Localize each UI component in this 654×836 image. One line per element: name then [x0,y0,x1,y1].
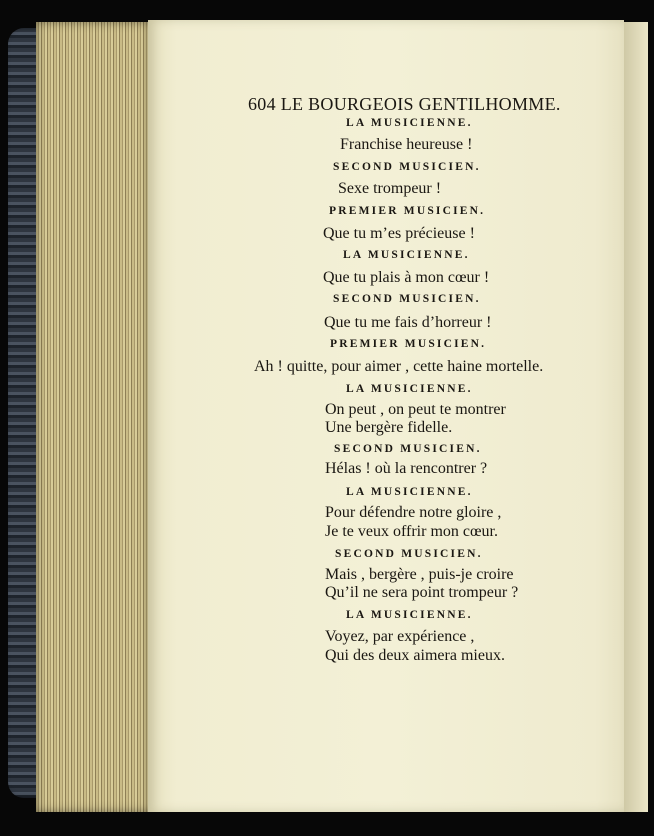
speaker-label: PREMIER MUSICIEN. [330,338,487,350]
verse-line: Je te veux offrir mon cœur. [325,523,498,540]
verse-line: Qui des deux aimera mieux. [325,647,505,664]
verse-line: Hélas ! où la rencontrer ? [325,460,488,477]
speaker-label: LA MUSICIENNE. [346,486,473,498]
book-page [148,20,624,812]
verse-line: Sexe trompeur ! [338,180,442,197]
speaker-label: SECOND MUSICIEN. [335,548,483,560]
verse-line: Que tu plais à mon cœur ! [323,269,490,286]
speaker-label: PREMIER MUSICIEN. [329,205,486,217]
page-content [148,20,624,812]
speaker-label: LA MUSICIENNE. [346,117,473,129]
verse-line: On peut , on peut te montrer [325,401,506,418]
speaker-label: SECOND MUSICIEN. [334,443,482,455]
page-edges [36,22,150,812]
verse-line: Que tu m’es précieuse ! [323,225,475,242]
verse-line: Une bergère fidelle. [325,419,453,436]
speaker-label: SECOND MUSICIEN. [333,293,481,305]
speaker-label: SECOND MUSICIEN. [333,161,481,173]
verse-line: Franchise heureuse ! [340,136,473,153]
verse-line: Ah ! quitte, pour aimer , cette haine mortelle. [254,358,544,375]
verse-line: Que tu me fais d’horreur ! [324,314,492,331]
verse-line: Qu’il ne sera point trompeur ? [325,584,519,601]
verse-line: Pour défendre notre gloire , [325,504,502,521]
running-header: 604 LE BOURGEOIS GENTILHOMME. [248,94,561,114]
speaker-label: LA MUSICIENNE. [343,249,470,261]
speaker-label: LA MUSICIENNE. [346,383,473,395]
verse-line: Voyez, par expérience , [325,628,475,645]
facing-page-edge [624,22,648,812]
speaker-label: LA MUSICIENNE. [346,609,473,621]
verse-line: Mais , bergère , puis-je croire [325,566,514,583]
